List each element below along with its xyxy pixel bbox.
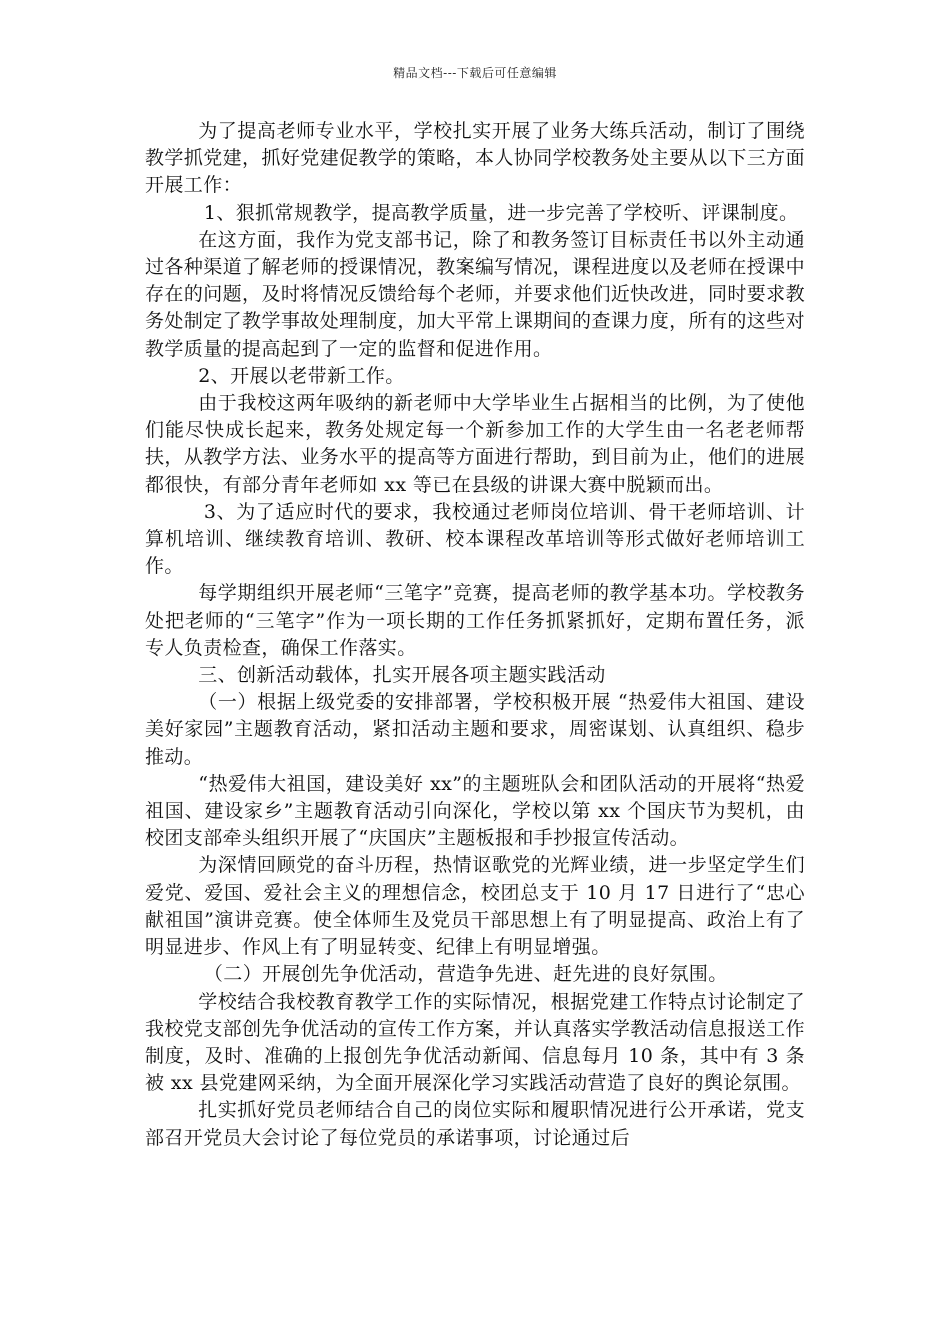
page-header: 精品文档---下载后可任意编辑 — [393, 66, 557, 80]
paragraph: 为了提高老师专业水平，学校扎实开展了业务大练兵活动，制订了围绕教学抓党建，抓好党建促教学的策略，本人协同学校教务处主要从以下三方面开展工作： — [145, 120, 805, 197]
paragraph: 学校结合我校教育教学工作的实际情况，根据党建工作特点讨论制定了我校党支部创先争优活动的宣传工作方案，并认真落实学教活动信息报送工作制度，及时、准确的上报创先争优活动新闻、信息每月 10 条，其中有 3 条被 xx 县党建网采纳，为全面开展深化学习实践活动营造了良好的舆论氛围。 — [145, 990, 805, 1095]
paragraph: 1、狠抓常规教学，提高教学质量，进一步完善了学校听、评课制度。 — [203, 201, 799, 224]
paragraph: 3、为了适应时代的要求，我校通过老师岗位培训、骨干老师培训、计算机培训、继续教育培训、教研、校本课程改革培训等形式做好老师培训工作。 — [145, 500, 805, 578]
document-body — [145, 118, 805, 1152]
paragraph: 扎实抓好党员老师结合自己的岗位实际和履职情况进行公开承诺，党支部召开党员大会讨论了每位党员的承诺事项，讨论通过后 — [145, 1099, 805, 1149]
section-heading: 三、创新活动载体，扎实开展各项主题实践活动 — [198, 664, 606, 687]
paragraph: 为深情回顾党的奋斗历程，热情讴歌党的光辉业绩，进一步坚定学生们爱党、爱国、爱社会主义的理想信念，校团总支于 10 月 17 日进行了“忠心献祖国”演讲竞赛。使全体师生及党员干部思想上有了明显提高、政治上有了明显进步、作风上有了明显转变、纪律上有明显增强。 — [145, 854, 805, 959]
paragraph: 2、开展以老带新工作。 — [198, 364, 405, 387]
paragraph: “热爱伟大祖国，建设美好 xx”的主题班队会和团队活动的开展将“热爱祖国、建设家乡”主题教育活动引向深化，学校以第 xx 个国庆节为契机，由校团支部牵头组织开展了“庆国庆”主题板报和手抄报宣传活动。 — [145, 772, 805, 850]
paragraph: 每学期组织开展老师“三笔字”竞赛，提高老师的教学基本功。学校教务处把老师的“三笔字”作为一项长期的工作任务抓紧抓好，定期布置任务，派专人负责检查，确保工作落实。 — [145, 582, 805, 659]
paragraph: 在这方面，我作为党支部书记，除了和教务签订目标责任书以外主动通过各种渠道了解老师的授课情况，教案编写情况，课程进度以及老师在授课中存在的问题，及时将情况反馈给每个老师，并要求他们近快改进，同时要求教务处制定了教学事故处理制度，加大平常上课期间的查课力度，所有的这些对教学质量的提高起到了一定的监督和促进作用。 — [145, 228, 805, 360]
paragraph: （一）根据上级党委的安排部署，学校积极开展 “热爱伟大祖国、建设美好家园”主题教育活动，紧扣活动主题和要求，周密谋划、认真组织、稳步推动。 — [145, 691, 805, 768]
paragraph: 由于我校这两年吸纳的新老师中大学毕业生占据相当的比例，为了使他们能尽快成长起来，教务处规定每一个新参加工作的大学生由一名老老师帮扶，从教学方法、业务水平的提高等方面进行帮助，到目前为止，他们的进展都很快，有部分青年老师如 xx 等已在县级的讲课大赛中脱颖而出。 — [145, 392, 805, 496]
subsection-heading: （二）开展创先争优活动，营造争先进、赶先进的良好氛围。 — [203, 963, 728, 986]
